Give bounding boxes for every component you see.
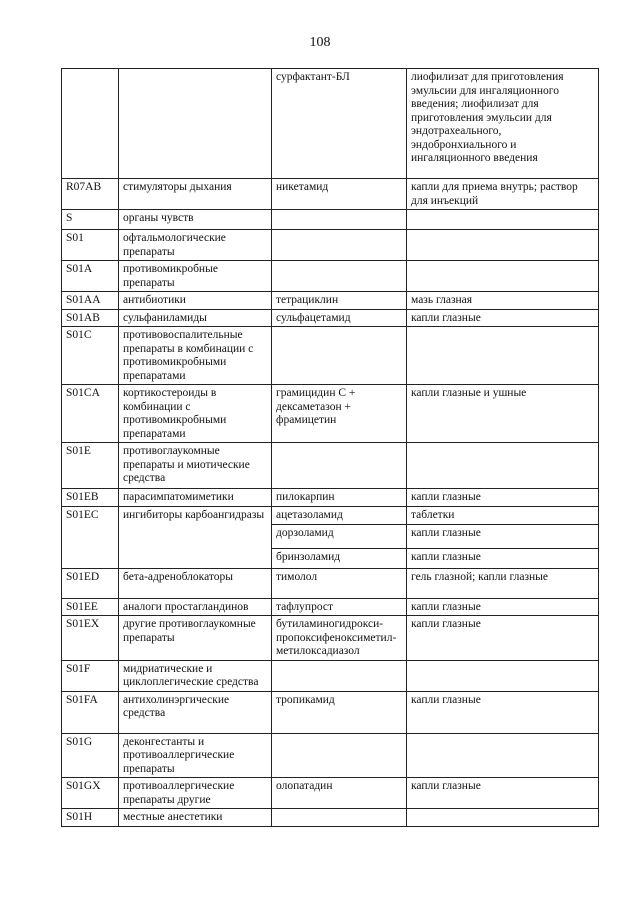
- atc-code-cell: S01EB: [62, 489, 119, 507]
- group-name-cell: кортикостероиды в комбинации с противомикробными препаратами: [119, 385, 272, 443]
- group-name-cell: органы чувств: [119, 210, 272, 230]
- dosage-form-cell: лиофилизат для приготовления эмульсии для ингаляционного введения; лиофилизат для приготовления эмульсии для эндотрахеального, эндобронхиального и ингаляционного введения: [407, 69, 599, 179]
- drug-name-cell: сурфактант-БЛ: [272, 69, 407, 179]
- dosage-form-cell: [407, 660, 599, 691]
- atc-code-cell: S: [62, 210, 119, 230]
- table-row: [62, 598, 599, 616]
- atc-code-cell: S01C: [62, 327, 119, 385]
- group-name-cell: другие противоглаукомные препараты: [119, 616, 272, 661]
- group-name-cell: деконгестанты и противоаллергические препараты: [119, 733, 272, 778]
- group-name-cell: офтальмологические препараты: [119, 230, 272, 261]
- atc-code-cell: S01AA: [62, 292, 119, 310]
- drug-name-cell: [272, 809, 407, 827]
- table-row: [62, 778, 599, 809]
- dosage-form-cell: [407, 261, 599, 292]
- atc-code-cell: [62, 69, 119, 179]
- table-row: [62, 309, 599, 327]
- group-name-cell: противоаллергические препараты другие: [119, 778, 272, 809]
- group-name-cell: сульфаниламиды: [119, 309, 272, 327]
- drug-name-cell: тафлупрост: [272, 598, 407, 616]
- atc-code-cell: S01FA: [62, 691, 119, 733]
- dosage-form-cell: капли глазные: [407, 309, 599, 327]
- atc-code-cell: S01EE: [62, 598, 119, 616]
- dosage-form-cell: гель глазной; капли глазные: [407, 568, 599, 598]
- group-name-cell: антихолинэргические средства: [119, 691, 272, 733]
- group-name-cell: аналоги простагландинов: [119, 598, 272, 616]
- table-row: [62, 210, 599, 230]
- table-row: [62, 327, 599, 385]
- table-row: [62, 506, 599, 524]
- dosage-form-cell: капли глазные: [407, 778, 599, 809]
- dosage-form-cell: капли глазные: [407, 616, 599, 661]
- drug-name-cell: никетамид: [272, 179, 407, 210]
- dosage-form-cell: капли глазные: [407, 598, 599, 616]
- drug-name-cell: [272, 660, 407, 691]
- drug-name-cell: ацетазоламид: [272, 506, 407, 524]
- atc-code-cell: S01AB: [62, 309, 119, 327]
- table-row: [62, 733, 599, 778]
- atc-code-cell: S01E: [62, 443, 119, 489]
- group-name-cell: ингибиторы карбоангидразы: [119, 506, 272, 568]
- table-row: [62, 230, 599, 261]
- table-row: [62, 691, 599, 733]
- dosage-form-cell: [407, 809, 599, 827]
- drug-name-cell: тимолол: [272, 568, 407, 598]
- atc-code-cell: R07AB: [62, 179, 119, 210]
- dosage-form-cell: [407, 443, 599, 489]
- atc-drug-table: [61, 68, 599, 827]
- drug-name-cell: олопатадин: [272, 778, 407, 809]
- drug-name-cell: пилокарпин: [272, 489, 407, 507]
- dosage-form-cell: мазь глазная: [407, 292, 599, 310]
- dosage-form-cell: [407, 210, 599, 230]
- atc-code-cell: S01A: [62, 261, 119, 292]
- dosage-form-cell: капли глазные: [407, 489, 599, 507]
- drug-name-cell: грамицидин С + дексаметазон + фрамицетин: [272, 385, 407, 443]
- dosage-form-cell: капли глазные и ушные: [407, 385, 599, 443]
- table-row: [62, 660, 599, 691]
- atc-code-cell: S01GX: [62, 778, 119, 809]
- table-row: [62, 385, 599, 443]
- dosage-form-cell: [407, 733, 599, 778]
- drug-name-cell: тропикамид: [272, 691, 407, 733]
- dosage-form-cell: капли глазные: [407, 548, 599, 568]
- drug-name-cell: сульфацетамид: [272, 309, 407, 327]
- group-name-cell: противоглаукомные препараты и миотические средства: [119, 443, 272, 489]
- atc-code-cell: S01EX: [62, 616, 119, 661]
- drug-name-cell: [272, 210, 407, 230]
- atc-code-cell: S01G: [62, 733, 119, 778]
- atc-code-cell: S01ED: [62, 568, 119, 598]
- page-number: 108: [309, 35, 331, 50]
- dosage-form-cell: капли глазные: [407, 524, 599, 548]
- table-row: [62, 261, 599, 292]
- table-row: [62, 292, 599, 310]
- atc-code-cell: S01EC: [62, 506, 119, 568]
- atc-code-cell: S01CA: [62, 385, 119, 443]
- drug-name-cell: дорзоламид: [272, 524, 407, 548]
- drug-name-cell: [272, 261, 407, 292]
- dosage-form-cell: [407, 327, 599, 385]
- dosage-form-cell: капли глазные: [407, 691, 599, 733]
- atc-code-cell: S01: [62, 230, 119, 261]
- table-row: [62, 443, 599, 489]
- group-name-cell: стимуляторы дыхания: [119, 179, 272, 210]
- table-row: [62, 809, 599, 827]
- drug-name-cell: [272, 443, 407, 489]
- group-name-cell: бета-адреноблокаторы: [119, 568, 272, 598]
- group-name-cell: [119, 69, 272, 179]
- table-row: [62, 179, 599, 210]
- dosage-form-cell: таблетки: [407, 506, 599, 524]
- group-name-cell: парасимпатомиметики: [119, 489, 272, 507]
- atc-code-cell: S01H: [62, 809, 119, 827]
- drug-name-cell: [272, 230, 407, 261]
- table-row: [62, 489, 599, 507]
- table-row: [62, 616, 599, 661]
- drug-name-cell: бутиламиногидрокси-пропоксифеноксиметил-метилоксадиазол: [272, 616, 407, 661]
- drug-name-cell: [272, 327, 407, 385]
- drug-name-cell: бринзоламид: [272, 548, 407, 568]
- group-name-cell: противомикробные препараты: [119, 261, 272, 292]
- table-row: [62, 568, 599, 598]
- table-row: [62, 69, 599, 179]
- group-name-cell: местные анестетики: [119, 809, 272, 827]
- group-name-cell: мидриатические и циклоплегические средства: [119, 660, 272, 691]
- drug-name-cell: [272, 733, 407, 778]
- dosage-form-cell: [407, 230, 599, 261]
- group-name-cell: антибиотики: [119, 292, 272, 310]
- drug-name-cell: тетрациклин: [272, 292, 407, 310]
- group-name-cell: противовоспалительные препараты в комбинации с противомикробными препаратами: [119, 327, 272, 385]
- atc-code-cell: S01F: [62, 660, 119, 691]
- dosage-form-cell: капли для приема внутрь; раствор для инъекций: [407, 179, 599, 210]
